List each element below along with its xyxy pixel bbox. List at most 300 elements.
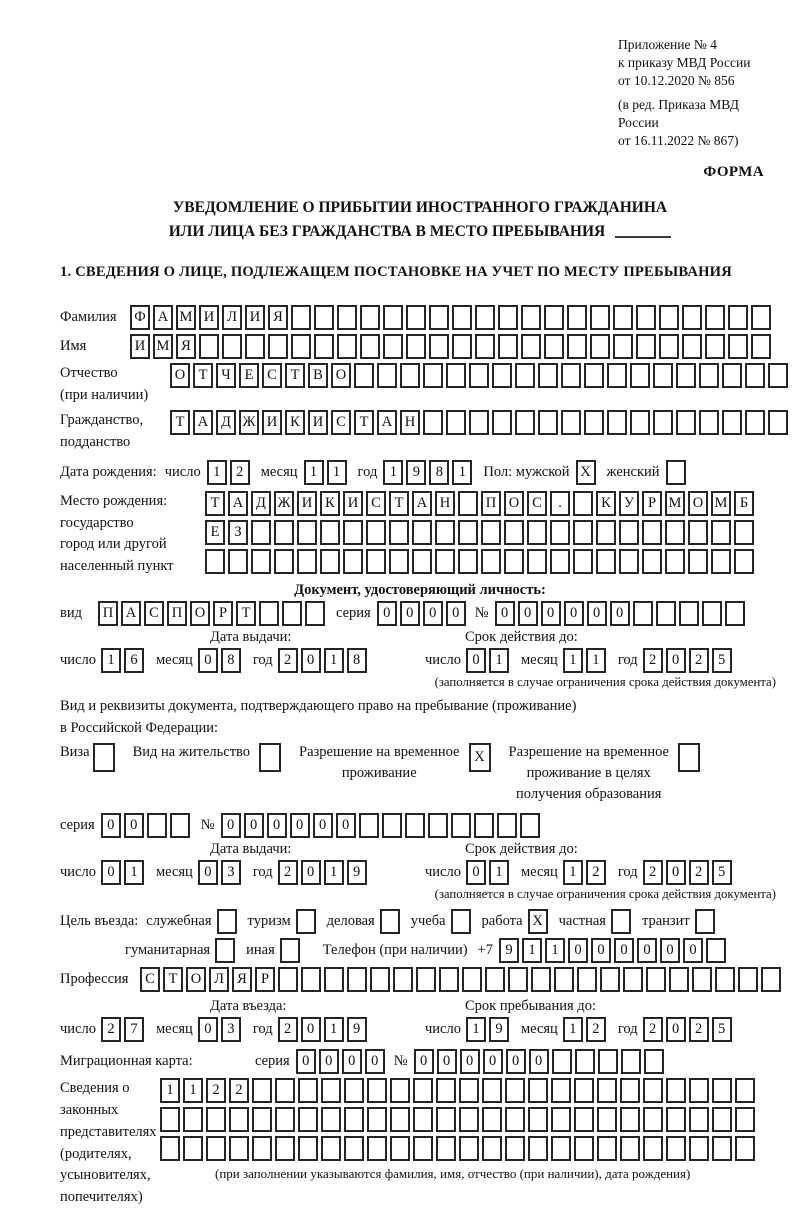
form-cell[interactable]: 6 bbox=[124, 648, 144, 673]
form-cell[interactable]: 1 bbox=[324, 860, 344, 885]
form-cell[interactable]: Л bbox=[222, 305, 242, 330]
form-cell[interactable]: 0 bbox=[564, 601, 584, 626]
form-cell[interactable] bbox=[623, 967, 643, 992]
form-cell[interactable]: 9 bbox=[499, 938, 519, 963]
form-cell[interactable]: 3 bbox=[221, 1017, 241, 1042]
form-cell[interactable] bbox=[643, 1136, 663, 1161]
form-cell[interactable]: 0 bbox=[466, 860, 486, 885]
form-cell[interactable]: 0 bbox=[221, 813, 241, 838]
form-cell[interactable] bbox=[475, 334, 495, 359]
form-cell[interactable]: 0 bbox=[198, 1017, 218, 1042]
form-cell[interactable] bbox=[521, 305, 541, 330]
form-cell[interactable] bbox=[469, 410, 489, 435]
form-cell[interactable]: Д bbox=[216, 410, 236, 435]
form-cell[interactable] bbox=[314, 334, 334, 359]
form-cell[interactable] bbox=[359, 813, 379, 838]
form-cell[interactable] bbox=[597, 1078, 617, 1103]
form-cell[interactable] bbox=[504, 549, 524, 574]
form-cell[interactable] bbox=[575, 1049, 595, 1074]
form-cell[interactable] bbox=[485, 967, 505, 992]
form-cell[interactable]: 1 bbox=[324, 1017, 344, 1042]
form-cell[interactable]: А bbox=[121, 601, 141, 626]
form-cell[interactable] bbox=[761, 967, 781, 992]
form-cell[interactable]: 0 bbox=[610, 601, 630, 626]
form-cell[interactable]: С bbox=[262, 363, 282, 388]
form-cell[interactable] bbox=[642, 520, 662, 545]
form-cell[interactable]: Ж bbox=[239, 410, 259, 435]
form-cell[interactable] bbox=[633, 601, 653, 626]
form-cell[interactable]: Я bbox=[268, 305, 288, 330]
form-cell[interactable]: 0 bbox=[423, 601, 443, 626]
form-cell[interactable]: 0 bbox=[683, 938, 703, 963]
form-cell[interactable] bbox=[492, 363, 512, 388]
form-cell[interactable]: С bbox=[527, 491, 547, 516]
form-cell[interactable]: 2 bbox=[643, 1017, 663, 1042]
form-cell[interactable]: 0 bbox=[198, 648, 218, 673]
form-cell[interactable] bbox=[305, 601, 325, 626]
form-cell[interactable]: Е bbox=[205, 520, 225, 545]
form-cell[interactable] bbox=[252, 1107, 272, 1132]
form-cell[interactable]: 0 bbox=[666, 648, 686, 673]
form-cell[interactable] bbox=[613, 305, 633, 330]
form-cell[interactable]: 0 bbox=[666, 860, 686, 885]
form-cell[interactable]: Л bbox=[209, 967, 229, 992]
form-cell[interactable]: М bbox=[711, 491, 731, 516]
form-cell[interactable] bbox=[389, 549, 409, 574]
form-cell[interactable] bbox=[498, 334, 518, 359]
form-cell[interactable]: 1 bbox=[324, 648, 344, 673]
form-cell[interactable]: 0 bbox=[587, 601, 607, 626]
form-cell[interactable] bbox=[712, 1136, 732, 1161]
form-cell[interactable] bbox=[343, 520, 363, 545]
form-cell[interactable]: 1 bbox=[383, 460, 403, 485]
form-cell[interactable]: П bbox=[98, 601, 118, 626]
form-cell[interactable] bbox=[383, 305, 403, 330]
form-cell[interactable]: 2 bbox=[643, 648, 663, 673]
form-cell[interactable] bbox=[291, 305, 311, 330]
form-cell[interactable] bbox=[699, 363, 719, 388]
form-cell[interactable] bbox=[367, 1136, 387, 1161]
form-cell[interactable]: А bbox=[153, 305, 173, 330]
form-cell[interactable]: З bbox=[228, 520, 248, 545]
form-cell[interactable]: 2 bbox=[229, 1078, 249, 1103]
form-cell[interactable] bbox=[482, 1078, 502, 1103]
form-cell[interactable] bbox=[297, 549, 317, 574]
form-cell[interactable] bbox=[458, 491, 478, 516]
form-cell[interactable] bbox=[170, 813, 190, 838]
form-cell[interactable] bbox=[229, 1136, 249, 1161]
form-cell[interactable] bbox=[644, 1049, 664, 1074]
form-cell[interactable] bbox=[436, 1136, 456, 1161]
form-cell[interactable]: 1 bbox=[545, 938, 565, 963]
form-cell[interactable]: 1 bbox=[586, 648, 606, 673]
form-cell[interactable] bbox=[630, 410, 650, 435]
form-cell[interactable]: 1 bbox=[522, 938, 542, 963]
form-cell[interactable] bbox=[446, 410, 466, 435]
form-cell[interactable]: 1 bbox=[563, 1017, 583, 1042]
form-cell[interactable] bbox=[160, 1136, 180, 1161]
form-cell[interactable] bbox=[600, 967, 620, 992]
form-cell[interactable]: О bbox=[170, 363, 190, 388]
form-cell[interactable] bbox=[738, 967, 758, 992]
form-cell[interactable] bbox=[679, 601, 699, 626]
form-cell[interactable]: 0 bbox=[198, 860, 218, 885]
form-cell[interactable] bbox=[551, 1136, 571, 1161]
form-cell[interactable]: 0 bbox=[518, 601, 538, 626]
form-cell[interactable] bbox=[360, 305, 380, 330]
form-cell[interactable] bbox=[551, 1078, 571, 1103]
form-cell[interactable]: С bbox=[140, 967, 160, 992]
form-cell[interactable] bbox=[298, 1107, 318, 1132]
form-cell[interactable] bbox=[183, 1136, 203, 1161]
form-cell[interactable]: Т bbox=[170, 410, 190, 435]
form-cell[interactable]: 0 bbox=[541, 601, 561, 626]
form-cell[interactable] bbox=[561, 410, 581, 435]
form-cell[interactable] bbox=[462, 967, 482, 992]
form-cell[interactable]: Т bbox=[285, 363, 305, 388]
form-cell[interactable]: Т bbox=[193, 363, 213, 388]
form-cell[interactable] bbox=[416, 967, 436, 992]
form-cell[interactable] bbox=[228, 549, 248, 574]
form-cell[interactable] bbox=[367, 1078, 387, 1103]
form-cell[interactable] bbox=[550, 520, 570, 545]
form-cell[interactable]: Н bbox=[400, 410, 420, 435]
form-cell[interactable]: 0 bbox=[400, 601, 420, 626]
form-cell[interactable]: 9 bbox=[347, 860, 367, 885]
form-cell[interactable]: Ф bbox=[130, 305, 150, 330]
form-cell[interactable]: П bbox=[481, 491, 501, 516]
form-cell[interactable]: 2 bbox=[689, 860, 709, 885]
form-cell[interactable] bbox=[482, 1107, 502, 1132]
form-cell[interactable]: О bbox=[504, 491, 524, 516]
form-cell[interactable] bbox=[590, 305, 610, 330]
form-cell[interactable] bbox=[505, 1107, 525, 1132]
form-cell[interactable] bbox=[436, 1078, 456, 1103]
form-cell[interactable] bbox=[222, 334, 242, 359]
form-cell[interactable]: Я bbox=[176, 334, 196, 359]
form-cell[interactable] bbox=[669, 967, 689, 992]
form-cell[interactable] bbox=[712, 1078, 732, 1103]
form-cell[interactable]: И bbox=[308, 410, 328, 435]
form-cell[interactable]: 0 bbox=[267, 813, 287, 838]
form-cell[interactable]: 0 bbox=[319, 1049, 339, 1074]
form-cell[interactable]: И bbox=[199, 305, 219, 330]
form-cell[interactable] bbox=[751, 334, 771, 359]
form-cell[interactable] bbox=[621, 1049, 641, 1074]
form-cell[interactable] bbox=[458, 549, 478, 574]
form-cell[interactable]: 0 bbox=[529, 1049, 549, 1074]
form-cell[interactable]: 5 bbox=[712, 1017, 732, 1042]
form-cell[interactable]: 0 bbox=[637, 938, 657, 963]
form-cell[interactable]: 1 bbox=[452, 460, 472, 485]
form-cell[interactable]: 8 bbox=[347, 648, 367, 673]
form-cell[interactable] bbox=[324, 967, 344, 992]
form-cell[interactable] bbox=[689, 1136, 709, 1161]
form-cell[interactable] bbox=[505, 1078, 525, 1103]
form-cell[interactable]: И bbox=[343, 491, 363, 516]
purpose-option-checkbox[interactable]: X bbox=[528, 909, 548, 934]
form-cell[interactable]: К bbox=[320, 491, 340, 516]
form-cell[interactable] bbox=[567, 305, 587, 330]
form-cell[interactable] bbox=[620, 1078, 640, 1103]
form-cell[interactable] bbox=[498, 305, 518, 330]
form-cell[interactable] bbox=[666, 1078, 686, 1103]
form-cell[interactable] bbox=[412, 549, 432, 574]
form-cell[interactable]: 1 bbox=[563, 860, 583, 885]
purpose-option-checkbox[interactable] bbox=[215, 938, 235, 963]
form-cell[interactable] bbox=[745, 363, 765, 388]
form-cell[interactable]: 1 bbox=[489, 860, 509, 885]
form-cell[interactable] bbox=[320, 549, 340, 574]
form-cell[interactable]: А bbox=[228, 491, 248, 516]
form-cell[interactable] bbox=[390, 1078, 410, 1103]
form-cell[interactable] bbox=[337, 305, 357, 330]
form-cell[interactable] bbox=[481, 549, 501, 574]
form-cell[interactable] bbox=[728, 305, 748, 330]
form-cell[interactable]: 0 bbox=[301, 648, 321, 673]
form-cell[interactable] bbox=[259, 601, 279, 626]
form-cell[interactable] bbox=[428, 813, 448, 838]
form-cell[interactable]: Т bbox=[354, 410, 374, 435]
form-cell[interactable] bbox=[459, 1078, 479, 1103]
form-cell[interactable] bbox=[521, 334, 541, 359]
form-cell[interactable]: 0 bbox=[336, 813, 356, 838]
form-cell[interactable]: И bbox=[262, 410, 282, 435]
form-cell[interactable]: В bbox=[308, 363, 328, 388]
form-cell[interactable]: Т bbox=[163, 967, 183, 992]
form-cell[interactable] bbox=[206, 1136, 226, 1161]
form-cell[interactable]: 5 bbox=[712, 860, 732, 885]
form-cell[interactable] bbox=[607, 410, 627, 435]
form-cell[interactable]: 8 bbox=[429, 460, 449, 485]
form-cell[interactable] bbox=[689, 1078, 709, 1103]
form-cell[interactable]: 0 bbox=[342, 1049, 362, 1074]
form-cell[interactable] bbox=[259, 743, 281, 772]
form-cell[interactable] bbox=[452, 334, 472, 359]
form-cell[interactable]: К bbox=[596, 491, 616, 516]
form-cell[interactable] bbox=[531, 967, 551, 992]
form-cell[interactable] bbox=[734, 549, 754, 574]
form-cell[interactable] bbox=[205, 549, 225, 574]
form-cell[interactable]: 0 bbox=[101, 813, 121, 838]
form-cell[interactable] bbox=[725, 601, 745, 626]
form-cell[interactable]: А bbox=[193, 410, 213, 435]
form-cell[interactable] bbox=[619, 520, 639, 545]
form-cell[interactable] bbox=[666, 460, 686, 485]
form-cell[interactable] bbox=[482, 1136, 502, 1161]
form-cell[interactable] bbox=[505, 1136, 525, 1161]
form-cell[interactable] bbox=[735, 1078, 755, 1103]
form-cell[interactable]: 1 bbox=[160, 1078, 180, 1103]
form-cell[interactable]: 0 bbox=[666, 1017, 686, 1042]
form-cell[interactable] bbox=[282, 601, 302, 626]
form-cell[interactable] bbox=[393, 967, 413, 992]
form-cell[interactable]: 0 bbox=[296, 1049, 316, 1074]
form-cell[interactable]: 0 bbox=[101, 860, 121, 885]
form-cell[interactable]: 2 bbox=[689, 648, 709, 673]
form-cell[interactable]: 0 bbox=[377, 601, 397, 626]
form-cell[interactable] bbox=[297, 520, 317, 545]
form-cell[interactable] bbox=[688, 520, 708, 545]
form-cell[interactable]: О bbox=[186, 967, 206, 992]
form-cell[interactable] bbox=[666, 1107, 686, 1132]
form-cell[interactable] bbox=[643, 1107, 663, 1132]
form-cell[interactable] bbox=[405, 813, 425, 838]
form-cell[interactable] bbox=[344, 1107, 364, 1132]
form-cell[interactable]: 0 bbox=[660, 938, 680, 963]
form-cell[interactable]: 2 bbox=[230, 460, 250, 485]
form-cell[interactable] bbox=[400, 363, 420, 388]
form-cell[interactable] bbox=[406, 334, 426, 359]
form-cell[interactable]: Д bbox=[251, 491, 271, 516]
form-cell[interactable] bbox=[344, 1136, 364, 1161]
form-cell[interactable] bbox=[206, 1107, 226, 1132]
form-cell[interactable]: 0 bbox=[437, 1049, 457, 1074]
form-cell[interactable] bbox=[702, 601, 722, 626]
form-cell[interactable]: 0 bbox=[495, 601, 515, 626]
form-cell[interactable] bbox=[469, 363, 489, 388]
form-cell[interactable]: Я bbox=[232, 967, 252, 992]
form-cell[interactable] bbox=[706, 938, 726, 963]
purpose-option-checkbox[interactable] bbox=[380, 909, 400, 934]
form-cell[interactable]: 0 bbox=[244, 813, 264, 838]
form-cell[interactable]: . bbox=[550, 491, 570, 516]
form-cell[interactable] bbox=[268, 334, 288, 359]
form-cell[interactable] bbox=[406, 305, 426, 330]
form-cell[interactable] bbox=[676, 410, 696, 435]
form-cell[interactable]: 0 bbox=[568, 938, 588, 963]
form-cell[interactable] bbox=[646, 967, 666, 992]
form-cell[interactable] bbox=[93, 743, 115, 772]
form-cell[interactable] bbox=[722, 363, 742, 388]
form-cell[interactable]: 0 bbox=[301, 860, 321, 885]
form-cell[interactable]: Ч bbox=[216, 363, 236, 388]
form-cell[interactable] bbox=[538, 410, 558, 435]
form-cell[interactable] bbox=[412, 520, 432, 545]
form-cell[interactable]: 0 bbox=[591, 938, 611, 963]
form-cell[interactable]: 0 bbox=[506, 1049, 526, 1074]
form-cell[interactable] bbox=[439, 967, 459, 992]
form-cell[interactable] bbox=[573, 549, 593, 574]
form-cell[interactable]: И bbox=[245, 305, 265, 330]
form-cell[interactable]: 0 bbox=[313, 813, 333, 838]
form-cell[interactable] bbox=[451, 813, 471, 838]
form-cell[interactable]: Р bbox=[213, 601, 233, 626]
form-cell[interactable] bbox=[734, 520, 754, 545]
form-cell[interactable]: М bbox=[665, 491, 685, 516]
form-cell[interactable] bbox=[423, 410, 443, 435]
form-cell[interactable] bbox=[321, 1107, 341, 1132]
form-cell[interactable] bbox=[274, 520, 294, 545]
form-cell[interactable] bbox=[665, 549, 685, 574]
form-cell[interactable] bbox=[252, 1136, 272, 1161]
purpose-option-checkbox[interactable] bbox=[611, 909, 631, 934]
form-cell[interactable] bbox=[474, 813, 494, 838]
form-cell[interactable] bbox=[656, 601, 676, 626]
form-cell[interactable]: 2 bbox=[278, 860, 298, 885]
form-cell[interactable] bbox=[229, 1107, 249, 1132]
form-cell[interactable] bbox=[705, 334, 725, 359]
form-cell[interactable]: Р bbox=[642, 491, 662, 516]
form-cell[interactable] bbox=[597, 1107, 617, 1132]
form-cell[interactable] bbox=[544, 305, 564, 330]
form-cell[interactable] bbox=[613, 334, 633, 359]
form-cell[interactable]: 1 bbox=[124, 860, 144, 885]
form-cell[interactable] bbox=[768, 410, 788, 435]
form-cell[interactable]: 0 bbox=[483, 1049, 503, 1074]
form-cell[interactable] bbox=[528, 1078, 548, 1103]
form-cell[interactable]: 0 bbox=[124, 813, 144, 838]
form-cell[interactable] bbox=[711, 520, 731, 545]
form-cell[interactable]: А bbox=[412, 491, 432, 516]
form-cell[interactable] bbox=[642, 549, 662, 574]
form-cell[interactable]: 9 bbox=[406, 460, 426, 485]
form-cell[interactable] bbox=[492, 410, 512, 435]
form-cell[interactable]: Ж bbox=[274, 491, 294, 516]
form-cell[interactable]: У bbox=[619, 491, 639, 516]
form-cell[interactable]: 7 bbox=[124, 1017, 144, 1042]
form-cell[interactable] bbox=[544, 334, 564, 359]
form-cell[interactable] bbox=[344, 1078, 364, 1103]
form-cell[interactable] bbox=[343, 549, 363, 574]
form-cell[interactable]: М bbox=[153, 334, 173, 359]
form-cell[interactable] bbox=[722, 410, 742, 435]
form-cell[interactable] bbox=[692, 967, 712, 992]
form-cell[interactable]: 0 bbox=[460, 1049, 480, 1074]
form-cell[interactable] bbox=[577, 967, 597, 992]
form-cell[interactable] bbox=[366, 549, 386, 574]
form-cell[interactable] bbox=[435, 520, 455, 545]
form-cell[interactable]: К bbox=[285, 410, 305, 435]
form-cell[interactable]: 2 bbox=[278, 1017, 298, 1042]
form-cell[interactable]: 1 bbox=[563, 648, 583, 673]
form-cell[interactable] bbox=[567, 334, 587, 359]
form-cell[interactable]: 0 bbox=[466, 648, 486, 673]
form-cell[interactable] bbox=[354, 363, 374, 388]
form-cell[interactable] bbox=[653, 363, 673, 388]
form-cell[interactable]: Т bbox=[389, 491, 409, 516]
purpose-option-checkbox[interactable] bbox=[217, 909, 237, 934]
form-cell[interactable] bbox=[682, 305, 702, 330]
form-cell[interactable] bbox=[620, 1107, 640, 1132]
form-cell[interactable]: X bbox=[576, 460, 596, 485]
purpose-option-checkbox[interactable] bbox=[296, 909, 316, 934]
form-cell[interactable] bbox=[584, 410, 604, 435]
form-cell[interactable] bbox=[436, 1107, 456, 1132]
form-cell[interactable] bbox=[573, 520, 593, 545]
form-cell[interactable]: 1 bbox=[304, 460, 324, 485]
form-cell[interactable] bbox=[607, 363, 627, 388]
form-cell[interactable] bbox=[620, 1136, 640, 1161]
form-cell[interactable] bbox=[377, 363, 397, 388]
form-cell[interactable]: Н bbox=[435, 491, 455, 516]
form-cell[interactable] bbox=[528, 1107, 548, 1132]
form-cell[interactable] bbox=[275, 1107, 295, 1132]
form-cell[interactable] bbox=[452, 305, 472, 330]
form-cell[interactable]: А bbox=[377, 410, 397, 435]
form-cell[interactable] bbox=[413, 1107, 433, 1132]
form-cell[interactable] bbox=[390, 1107, 410, 1132]
form-cell[interactable] bbox=[459, 1107, 479, 1132]
form-cell[interactable]: 0 bbox=[365, 1049, 385, 1074]
form-cell[interactable] bbox=[298, 1136, 318, 1161]
form-cell[interactable] bbox=[665, 520, 685, 545]
form-cell[interactable]: 2 bbox=[101, 1017, 121, 1042]
form-cell[interactable] bbox=[561, 363, 581, 388]
form-cell[interactable]: 2 bbox=[278, 648, 298, 673]
form-cell[interactable] bbox=[619, 549, 639, 574]
form-cell[interactable] bbox=[383, 334, 403, 359]
